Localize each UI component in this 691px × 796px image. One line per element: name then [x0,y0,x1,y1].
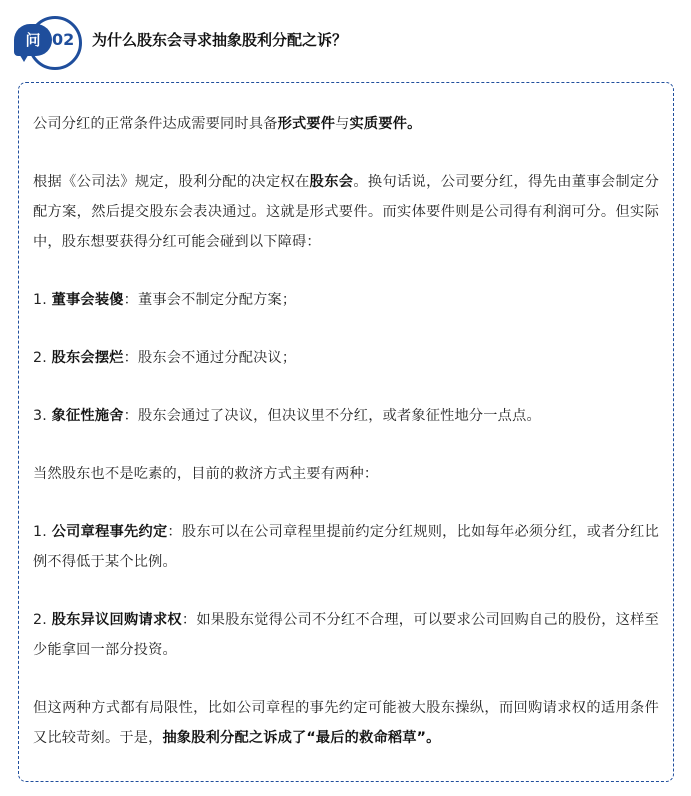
obstacle-title: 股东会摆烂 [51,350,124,366]
remedy-item [33,605,659,665]
conclusion-text: 但这两种方式都有局限性，比如公司章程的事先约定可能被大股东操纵，而回购请求权的适用条件又比较苛刻。于是， [33,700,659,746]
p2-bold-shareholders: 股东会 [309,174,354,190]
obstacle-text: ：股东会不通过分配决议； [123,350,297,366]
p1-end: 。 [407,116,422,132]
question-title: 为什么股东会寻求抽象股利分配之诉？ [92,31,348,49]
answer-box [18,82,674,782]
paragraph-requirements [33,109,659,139]
remedy-title: 公司章程事先约定 [51,524,168,540]
question-badge-tail [18,52,30,62]
remedy-number: 1. [33,524,52,540]
p2-text: 根据《公司法》规定，股利分配的决定权在 [33,174,310,190]
remedy-number: 2. [33,612,52,628]
obstacle-item [33,401,659,431]
obstacle-item [33,343,659,373]
remedy-title: 股东异议回购请求权 [51,612,182,628]
question-number: 02 [52,30,75,49]
conclusion-bold: 抽象股利分配之诉成了“最后的救命稻草” [162,730,427,746]
obstacle-title: 象征性施舍 [51,408,124,424]
obstacle-text: ：股东会通过了决议，但决议里不分红，或者象征性地分一点点。 [123,408,541,424]
p1-bold-form: 形式要件 [277,116,336,132]
obstacle-item [33,285,659,315]
obstacle-number: 1. [33,292,52,308]
p1-text-mid: 与 [335,116,350,132]
obstacle-number: 3. [33,408,52,424]
conclusion-end: 。 [426,730,441,746]
p1-bold-substance: 实质要件 [349,116,408,132]
paragraph-conclusion [33,693,659,753]
remedy-text: ：如果股东觉得公司不分红不合理，可以要求公司回购自己的股份，这样至少能拿回一部分投资。 [33,612,659,658]
remedy-text: ：股东可以在公司章程里提前约定分红规则，比如每年必须分红，或者分红比例不得低于某个比例。 [33,524,659,570]
obstacle-text: ：董事会不制定分配方案； [123,292,297,308]
p1-text: 公司分红的正常条件达成需要同时具备 [33,116,278,132]
remedy-item [33,517,659,577]
paragraph-company-law [33,167,659,257]
paragraph-remedy-intro: 当然股东也不是吃素的，目前的救济方式主要有两种： [33,466,379,482]
obstacle-title: 董事会装傻 [51,292,124,308]
obstacle-number: 2. [33,350,52,366]
question-badge: 问 [14,24,52,56]
question-header [6,14,686,76]
p2-text-post: 。换句话说，公司要分红，得先由董事会制定分配方案，然后提交股东会表决通过。这就是形式要件。而实体要件则是公司得有利润可分。但实际中，股东想要获得分红可能会碰到以下障碍： [33,174,659,250]
